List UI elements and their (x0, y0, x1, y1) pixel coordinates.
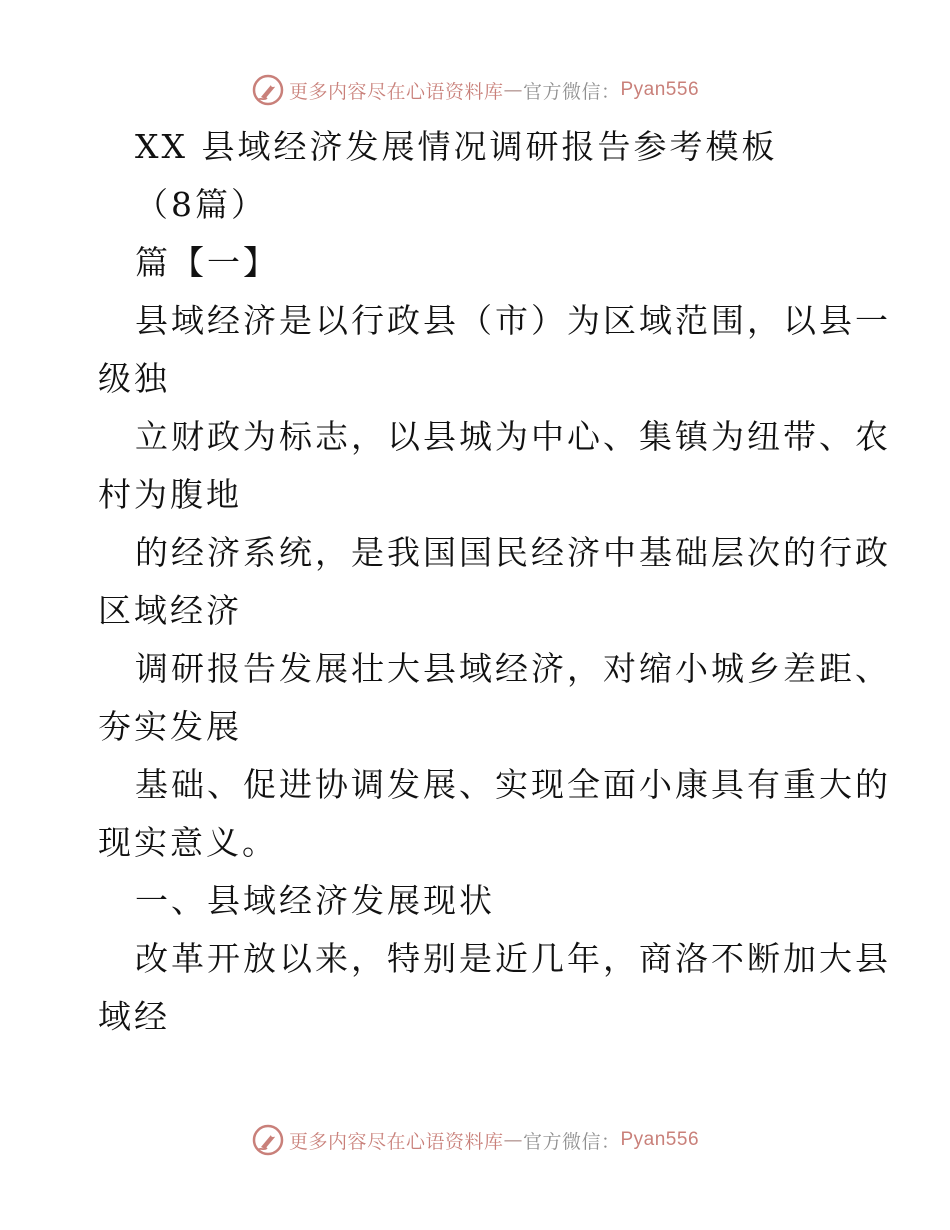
document-title: XX 县域经济发展情况调研报告参考模板 (135, 127, 778, 166)
watermark-wechat-id: Pyan556 (620, 1129, 700, 1150)
paragraph-line: 调研报告发展壮大县域经济，对缩小城乡差距、 (135, 649, 891, 688)
paragraph-line: 基础、促进协调发展、实现全面小康具有重大的 (135, 765, 891, 804)
watermark-separator: — (503, 1129, 523, 1151)
watermark-main-text: 更多内容尽在心语资料库 (288, 80, 504, 103)
pen-nib-icon (251, 73, 285, 107)
watermark-wechat-label: 官方微信： (522, 80, 621, 103)
paragraph-line: 域经 (98, 997, 170, 1036)
document-title-count: （8篇） (135, 185, 267, 224)
footer-watermark (0, 1120, 950, 1160)
section-heading: 篇【一】 (135, 243, 279, 282)
pen-nib-icon (251, 1123, 285, 1157)
watermark-wechat-label: 官方微信： (522, 1130, 621, 1153)
paragraph-line: 改革开放以来，特别是近几年，商洛不断加大县 (135, 939, 891, 978)
paragraph-line: 的经济系统，是我国国民经济中基础层次的行政 (135, 533, 891, 572)
watermark-wechat-id: Pyan556 (620, 79, 700, 100)
watermark-separator: — (503, 79, 523, 101)
paragraph-line: 级独 (98, 359, 170, 398)
header-watermark (0, 70, 950, 110)
subsection-heading: 一、县域经济发展现状 (135, 881, 495, 920)
paragraph-line: 现实意义。 (98, 823, 278, 862)
paragraph-line: 区域经济 (98, 591, 242, 630)
paragraph-line: 夯实发展 (98, 707, 242, 746)
paragraph-line: 立财政为标志，以县城为中心、集镇为纽带、农 (135, 417, 891, 456)
watermark-main-text: 更多内容尽在心语资料库 (288, 1130, 504, 1153)
paragraph-line: 村为腹地 (98, 475, 242, 514)
paragraph-line: 县域经济是以行政县（市）为区域范围，以县一 (135, 301, 891, 340)
